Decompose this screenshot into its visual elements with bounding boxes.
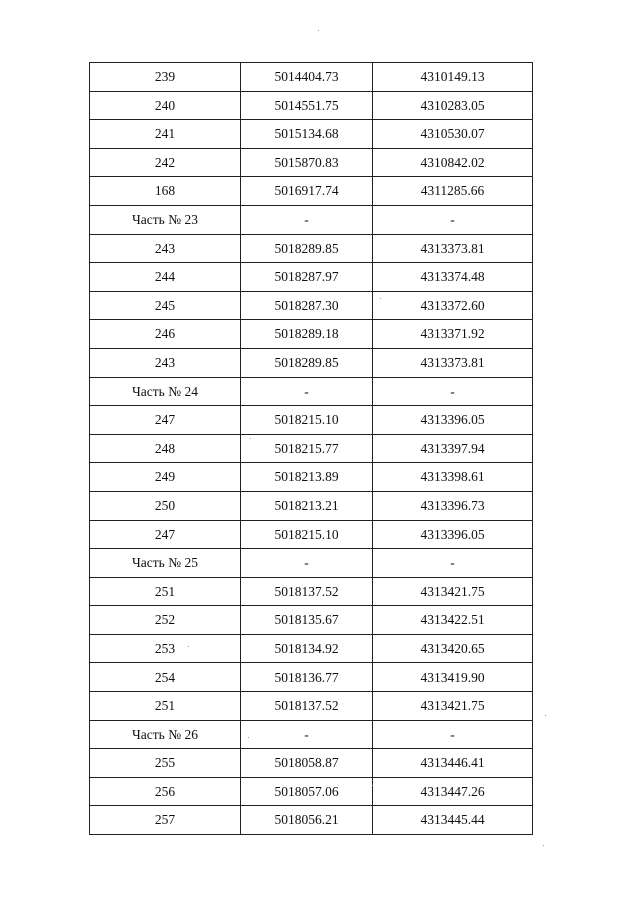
x-coordinate-cell: 5018289.18 <box>241 320 373 349</box>
y-coordinate-cell: 4313396.05 <box>373 520 533 549</box>
table-row <box>90 148 533 177</box>
point-cell: 255 <box>90 749 241 778</box>
point-cell: 245 <box>90 291 241 320</box>
y-coordinate-cell: 4313419.90 <box>373 663 533 692</box>
table-row <box>90 177 533 206</box>
x-coordinate-cell: - <box>241 377 373 406</box>
point-cell: 250 <box>90 491 241 520</box>
table-row <box>90 806 533 835</box>
table-row <box>90 663 533 692</box>
y-coordinate-cell: 4310530.07 <box>373 120 533 149</box>
section-label-cell: Часть № 24 <box>90 377 241 406</box>
point-cell: 248 <box>90 434 241 463</box>
table-row <box>90 491 533 520</box>
point-cell: 249 <box>90 463 241 492</box>
y-coordinate-cell: 4313398.61 <box>373 463 533 492</box>
y-coordinate-cell: 4313396.73 <box>373 491 533 520</box>
y-coordinate-cell: 4313373.81 <box>373 348 533 377</box>
table-row <box>90 91 533 120</box>
x-coordinate-cell: 5018137.52 <box>241 577 373 606</box>
section-label-cell: Часть № 25 <box>90 549 241 578</box>
scan-speck <box>248 737 249 738</box>
table-row <box>90 406 533 435</box>
y-coordinate-cell: 4313372.60 <box>373 291 533 320</box>
x-coordinate-cell: 5018287.30 <box>241 291 373 320</box>
y-coordinate-cell: 4313446.41 <box>373 749 533 778</box>
x-coordinate-cell: 5018289.85 <box>241 348 373 377</box>
section-header-row <box>90 720 533 749</box>
table-row <box>90 263 533 292</box>
point-cell: 253 <box>90 634 241 663</box>
scan-speck <box>250 438 251 439</box>
y-coordinate-cell: 4313421.75 <box>373 577 533 606</box>
x-coordinate-cell: 5018289.85 <box>241 234 373 263</box>
y-coordinate-cell: 4313397.94 <box>373 434 533 463</box>
point-cell: 247 <box>90 406 241 435</box>
y-coordinate-cell: 4313420.65 <box>373 634 533 663</box>
scan-speck <box>188 646 189 647</box>
table-row <box>90 63 533 92</box>
x-coordinate-cell: 5018213.89 <box>241 463 373 492</box>
x-coordinate-cell: 5018215.10 <box>241 406 373 435</box>
table-row <box>90 606 533 635</box>
point-cell: 246 <box>90 320 241 349</box>
point-cell: 252 <box>90 606 241 635</box>
section-header-row <box>90 377 533 406</box>
point-cell: 254 <box>90 663 241 692</box>
x-coordinate-cell: 5018137.52 <box>241 692 373 721</box>
x-coordinate-cell: 5018287.97 <box>241 263 373 292</box>
y-coordinate-cell: 4313422.51 <box>373 606 533 635</box>
coordinates-table <box>89 62 533 835</box>
y-coordinate-cell: - <box>373 377 533 406</box>
table-row <box>90 120 533 149</box>
point-cell: 243 <box>90 348 241 377</box>
table-row <box>90 692 533 721</box>
table-row <box>90 577 533 606</box>
scan-speck <box>372 785 373 786</box>
table-row <box>90 520 533 549</box>
section-header-row <box>90 205 533 234</box>
table-row <box>90 749 533 778</box>
table-row <box>90 777 533 806</box>
y-coordinate-cell: 4313374.48 <box>373 263 533 292</box>
y-coordinate-cell: 4310283.05 <box>373 91 533 120</box>
y-coordinate-cell: 4310149.13 <box>373 63 533 92</box>
y-coordinate-cell: 4313447.26 <box>373 777 533 806</box>
x-coordinate-cell: - <box>241 549 373 578</box>
y-coordinate-cell: 4313371.92 <box>373 320 533 349</box>
scan-speck <box>543 845 544 846</box>
table-row <box>90 463 533 492</box>
x-coordinate-cell: 5014404.73 <box>241 63 373 92</box>
y-coordinate-cell: - <box>373 205 533 234</box>
point-cell: 251 <box>90 577 241 606</box>
x-coordinate-cell: 5015870.83 <box>241 148 373 177</box>
point-cell: 168 <box>90 177 241 206</box>
x-coordinate-cell: 5018213.21 <box>241 491 373 520</box>
y-coordinate-cell: - <box>373 720 533 749</box>
y-coordinate-cell: 4313445.44 <box>373 806 533 835</box>
x-coordinate-cell: 5018215.10 <box>241 520 373 549</box>
point-cell: 242 <box>90 148 241 177</box>
x-coordinate-cell: 5018215.77 <box>241 434 373 463</box>
y-coordinate-cell: 4313396.05 <box>373 406 533 435</box>
y-coordinate-cell: 4313373.81 <box>373 234 533 263</box>
section-label-cell: Часть № 26 <box>90 720 241 749</box>
x-coordinate-cell: 5018057.06 <box>241 777 373 806</box>
point-cell: 240 <box>90 91 241 120</box>
table-row <box>90 634 533 663</box>
point-cell: 247 <box>90 520 241 549</box>
point-cell: 241 <box>90 120 241 149</box>
x-coordinate-cell: 5018134.92 <box>241 634 373 663</box>
point-cell: 243 <box>90 234 241 263</box>
section-label-cell: Часть № 23 <box>90 205 241 234</box>
x-coordinate-cell: - <box>241 205 373 234</box>
point-cell: 244 <box>90 263 241 292</box>
point-cell: 257 <box>90 806 241 835</box>
section-header-row <box>90 549 533 578</box>
y-coordinate-cell: 4313421.75 <box>373 692 533 721</box>
table-row <box>90 348 533 377</box>
table-row <box>90 434 533 463</box>
table-row <box>90 291 533 320</box>
y-coordinate-cell: 4311285.66 <box>373 177 533 206</box>
x-coordinate-cell: - <box>241 720 373 749</box>
table-row <box>90 320 533 349</box>
x-coordinate-cell: 5018058.87 <box>241 749 373 778</box>
y-coordinate-cell: 4310842.02 <box>373 148 533 177</box>
scan-speck <box>318 30 319 31</box>
x-coordinate-cell: 5018056.21 <box>241 806 373 835</box>
point-cell: 239 <box>90 63 241 92</box>
scan-speck <box>380 298 381 299</box>
table-row <box>90 234 533 263</box>
x-coordinate-cell: 5016917.74 <box>241 177 373 206</box>
x-coordinate-cell: 5014551.75 <box>241 91 373 120</box>
x-coordinate-cell: 5018136.77 <box>241 663 373 692</box>
x-coordinate-cell: 5018135.67 <box>241 606 373 635</box>
x-coordinate-cell: 5015134.68 <box>241 120 373 149</box>
point-cell: 256 <box>90 777 241 806</box>
y-coordinate-cell: - <box>373 549 533 578</box>
point-cell: 251 <box>90 692 241 721</box>
scan-speck <box>545 715 546 716</box>
